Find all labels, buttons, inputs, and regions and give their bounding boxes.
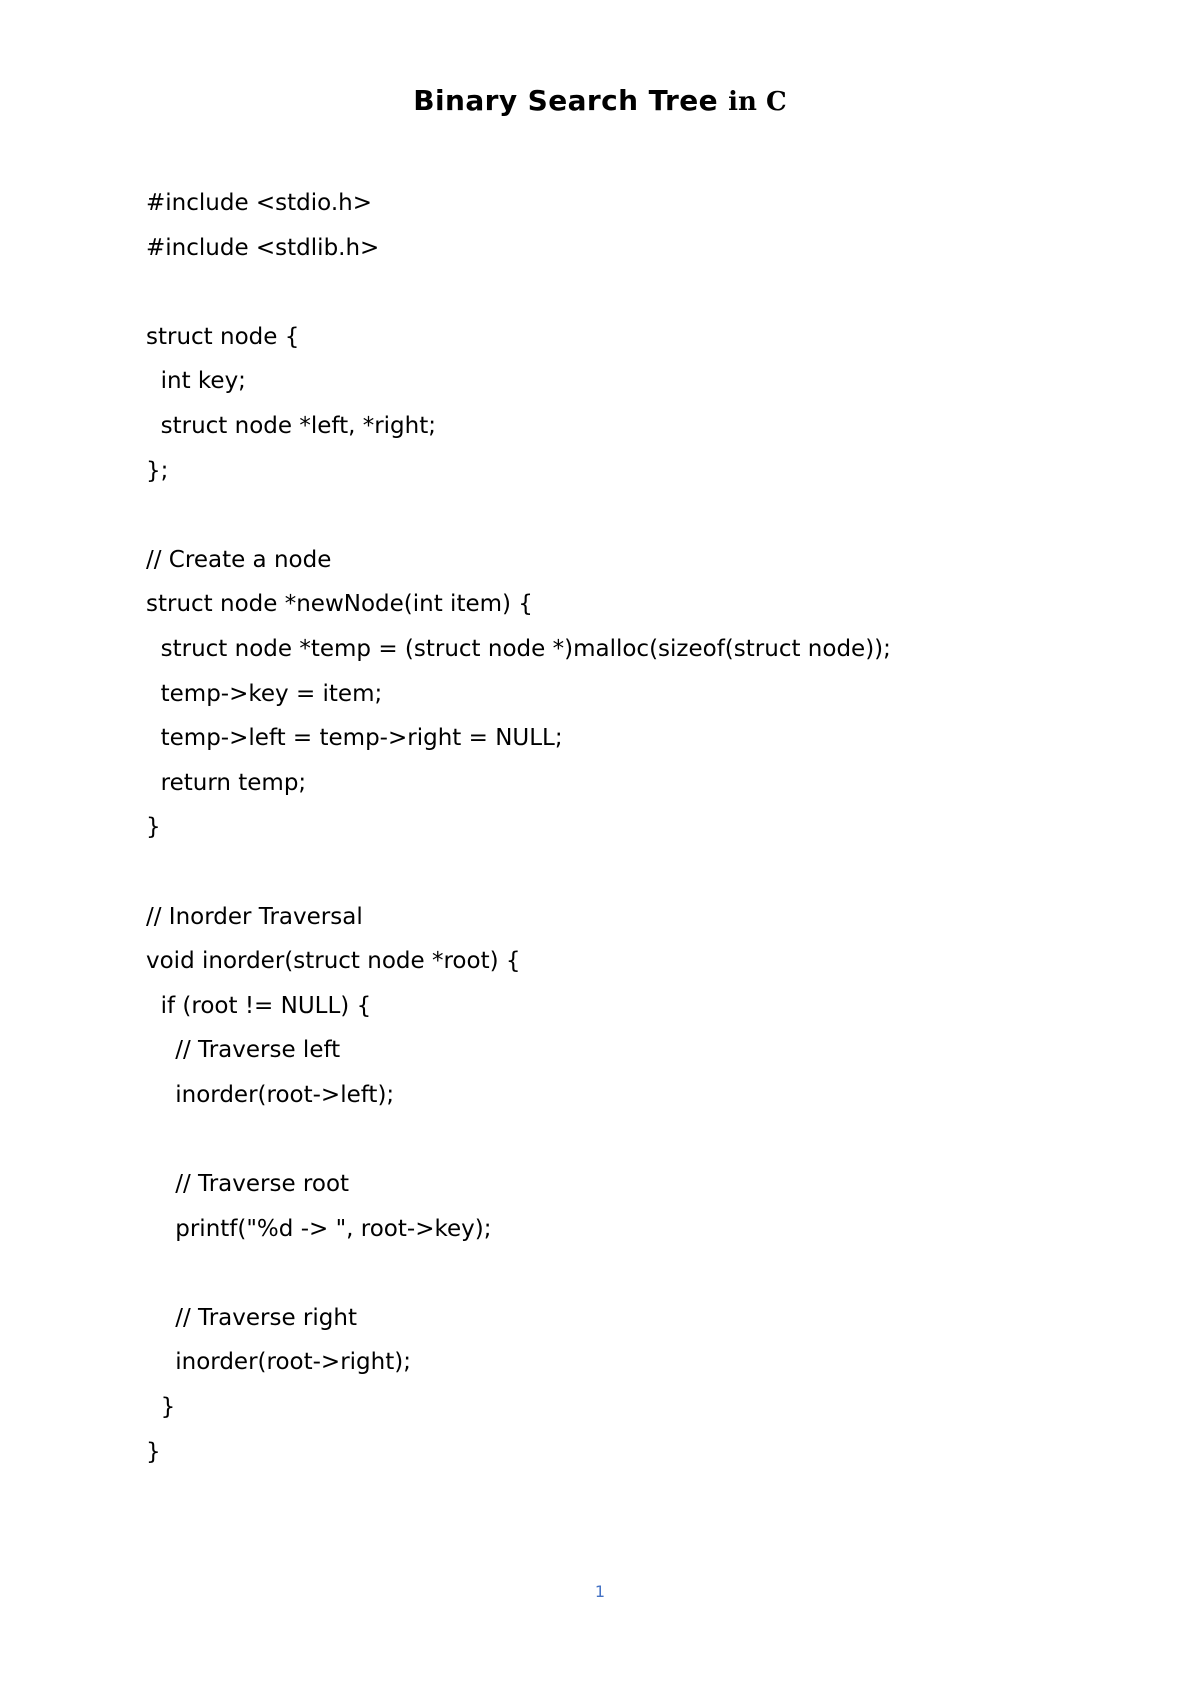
code-line xyxy=(146,1258,1146,1303)
code-line xyxy=(146,1124,1146,1169)
code-line: temp->left = temp->right = NULL; xyxy=(146,725,563,752)
code-comment-line: // Traverse left xyxy=(146,1037,341,1064)
code-line: }; xyxy=(146,457,169,484)
code-line: #include <stdlib.h> xyxy=(146,234,380,261)
code-line: return temp; xyxy=(146,769,307,796)
code-line: struct node *temp = (struct node *)malloc(sizeof(struct node)); xyxy=(146,635,891,662)
code-line: printf("%d -> ", root->key); xyxy=(146,1215,492,1242)
code-comment-line: // Traverse right xyxy=(146,1304,357,1331)
code-line: int key; xyxy=(146,368,246,395)
code-line: } xyxy=(146,1438,161,1465)
code-line: #include <stdio.h> xyxy=(146,190,373,216)
code-line: inorder(root->left); xyxy=(146,1081,395,1108)
page-number: 1 xyxy=(594,1582,606,1601)
code-line: } xyxy=(146,814,161,841)
code-comment-line: // Create a node xyxy=(146,546,332,573)
code-line: void inorder(struct node *root) { xyxy=(146,948,521,975)
title-main-text: Binary Search Tree xyxy=(413,84,729,117)
code-line: struct node { xyxy=(146,323,300,350)
code-line: inorder(root->right); xyxy=(146,1349,411,1376)
code-comment-line: // Inorder Traversal xyxy=(146,903,363,930)
code-line: } xyxy=(146,1394,176,1421)
code-line: if (root != NULL) { xyxy=(146,992,372,1019)
title-suffix-text: in C xyxy=(728,87,787,117)
code-line xyxy=(146,857,1146,902)
code-line: struct node *newNode(int item) { xyxy=(146,591,533,618)
code-line xyxy=(146,277,1146,322)
code-line: struct node *left, *right; xyxy=(146,412,437,439)
code-line: temp->key = item; xyxy=(146,680,383,707)
code-line xyxy=(146,500,1146,545)
code-comment-line: // Traverse root xyxy=(146,1171,350,1198)
code-block xyxy=(146,188,1146,1481)
document-title xyxy=(0,84,1200,119)
